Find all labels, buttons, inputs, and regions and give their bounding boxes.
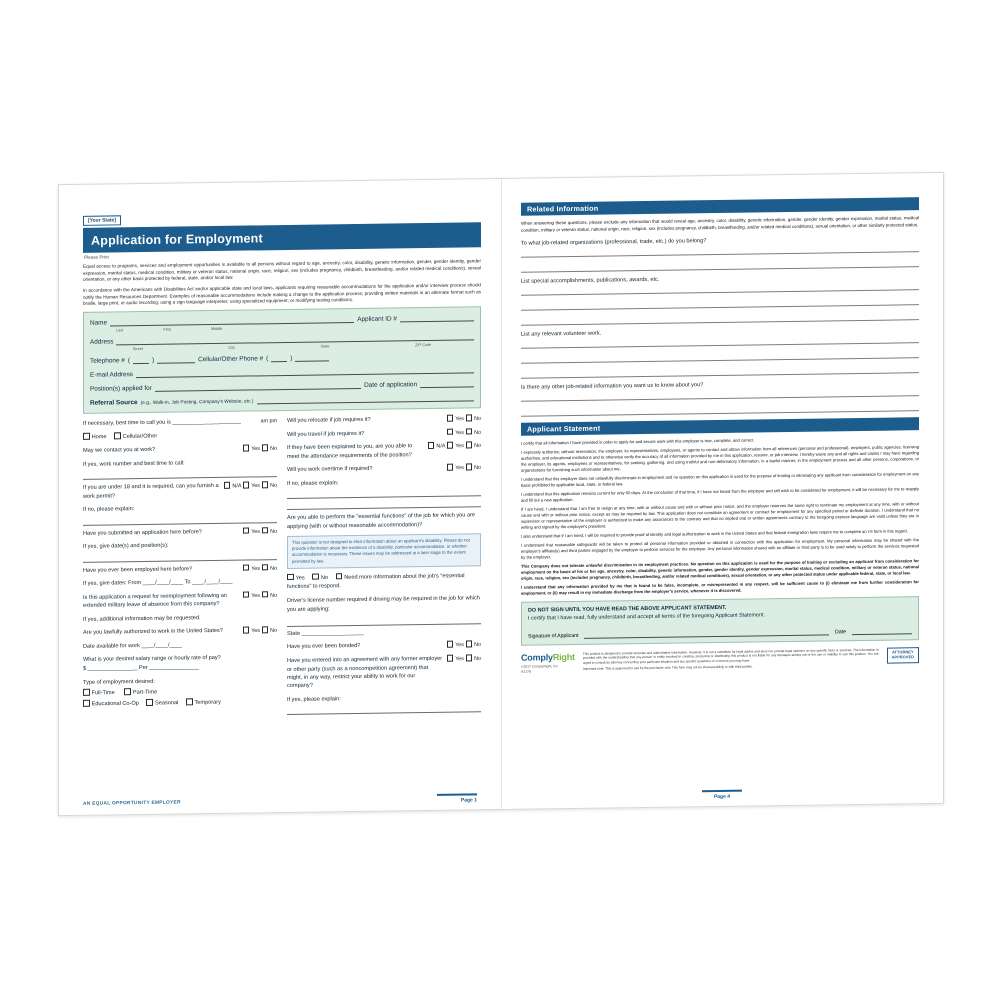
attendance-label: If they have been explained to you, are you able to meet the attendance requirements of the position? xyxy=(287,443,413,460)
page-1-footer xyxy=(59,793,501,809)
statement-paragraph-8: This Company does not tolerate unlawful discrimination in its employment practices. No question on this application is used for the purpose of limiting or excluding an applicant from consideration for employment on the basis of his or her age, ancestry, color, disability, genetic information, gender, gender identity, gender expression, marital status, medical condition, military or veteran status, national origin, race, religion, sex (includes pregnancy, childbirth, breastfeeding, and/or related medical conditions), sexual orientation, or any other protected status under applicable federal, state, or local law. xyxy=(521,558,919,581)
attorney-badge-line1: ATTORNEY xyxy=(891,649,914,655)
telephone-area-input[interactable] xyxy=(133,355,149,364)
noncompete-label: Have you entered into an agreement with any former employer or other party (such as a noncompetition agreement) that might, in any way, restrict your ability to work for our company? xyxy=(287,655,443,690)
drivers-license-input[interactable] xyxy=(287,616,481,627)
noncompete-no-checkbox[interactable] xyxy=(466,655,473,662)
prior-application-details-input[interactable] xyxy=(83,552,277,563)
phone-row: Telephone # ( ) Cellular/Other Phone # ( ) xyxy=(90,350,474,364)
military-additional-info xyxy=(83,613,277,624)
address-hint-city: City xyxy=(228,344,236,350)
application-date-input[interactable] xyxy=(420,378,474,388)
essential-more-info-checkbox[interactable] xyxy=(336,573,343,580)
work-number-input[interactable] xyxy=(83,470,277,481)
address-hint-street: Street xyxy=(132,345,144,352)
logo-text-right: Right xyxy=(552,651,575,663)
organizations-question: To what job-related organizations (professional, trade, etc.) do you belong? xyxy=(521,238,707,247)
contact-work-yes-checkbox[interactable] xyxy=(243,445,250,452)
noncompete-yes-checkbox[interactable] xyxy=(447,655,454,662)
signature-date-label: Date xyxy=(835,629,846,636)
sign-warning: DO NOT SIGN UNTIL YOU HAVE READ THE ABOVE APPLICANT STATEMENT. xyxy=(528,604,727,614)
overtime-explain-line-2[interactable] xyxy=(287,499,481,510)
work-permit-explain-input[interactable] xyxy=(83,515,277,526)
drivers-license-question xyxy=(287,595,481,614)
military-reemployment-label: Is this application a request for reemployment following an extended military leave of absence from this company? xyxy=(83,592,227,609)
essential-yes-checkbox[interactable] xyxy=(287,574,294,581)
statement-paragraph-3: I understand that this employer does not unlawfully discriminate in employment and no question on this application is used for the purpose of limiting or eliminating any applicant from consideration for employment on any basis prohibited by applicable local, state, or federal law. xyxy=(521,471,919,488)
prior-application-label: Have you submitted an application here before? xyxy=(83,528,202,537)
name-hint-last: Last xyxy=(116,327,124,333)
prior-app-yes-checkbox[interactable] xyxy=(243,527,250,534)
overtime-question: Will you work overtime if required? Yes No xyxy=(287,464,481,474)
auth-no-checkbox[interactable] xyxy=(262,626,269,633)
telephone-input[interactable] xyxy=(157,354,195,364)
military-no-checkbox[interactable] xyxy=(262,591,269,598)
permit-yes-checkbox[interactable] xyxy=(243,482,250,489)
contact-at-work-question: May we contact you at work? Yes No xyxy=(83,446,277,455)
prior-application-question: Have you submitted an application here before? Yes No xyxy=(83,528,277,537)
signature-date-input[interactable] xyxy=(852,625,912,635)
page-title: Application for Employment xyxy=(91,231,263,248)
form-title-block xyxy=(83,222,481,253)
drivers-license-state[interactable] xyxy=(287,627,481,638)
organizations-question-group xyxy=(521,235,919,273)
bonded-label: Have you ever been bonded? xyxy=(287,643,361,651)
other-info-question-group xyxy=(521,379,919,417)
work-permit-explain-label: If no, please explain: xyxy=(83,506,135,514)
overtime-explain-label: If no, please explain: xyxy=(287,480,339,487)
statement-paragraph-6: I also understand that if I am hired, I will be required to provide proof of identity and legal authorization to work in the United States and that federal immigration laws require me to complete an I-9 form in this regard. xyxy=(521,528,908,539)
work-authorization-label: Are you lawfully authorized to work in the United States? xyxy=(83,627,223,636)
eeo-statement: AN EQUAL OPPORTUNITY EMPLOYER xyxy=(83,799,181,807)
date-available-question[interactable] xyxy=(83,640,277,651)
part-time-checkbox[interactable] xyxy=(124,688,131,695)
employment-application-booklet xyxy=(58,172,944,816)
applicant-statement-header: Applicant Statement xyxy=(521,417,919,436)
attendance-yes-checkbox[interactable] xyxy=(447,442,454,449)
prior-emp-no-checkbox[interactable] xyxy=(262,564,269,571)
travel-label: Will you travel if job requires it? xyxy=(287,430,365,438)
volunteer-question-group xyxy=(521,326,919,379)
overtime-explain-line-1[interactable] xyxy=(287,488,481,499)
employment-type-label: Type of employment desired: xyxy=(83,678,155,686)
signature-row xyxy=(528,625,912,639)
legal-paragraph-1: Equal access to programs, services and employment opportunities is available to all persons without regard to age, ancestry, color, disability, genetic information, gender, gender identity, gender expression, marital status, medical condition, military or veteran status, national origin, race, religion, sex (includes pregnancy, childbirth, breastfeeding, and/or related medical conditions), sexual orientation, or any other basis protected by federal, state, and/or local law. xyxy=(83,258,481,283)
signature-label: Signature of Applicant xyxy=(528,632,579,640)
address-hint-state: State xyxy=(320,343,330,349)
applicant-statement-body xyxy=(521,435,919,596)
footer-brand-row xyxy=(521,647,919,674)
page-1 xyxy=(59,179,501,815)
prior-employment-question: Have you ever been employed here before? Yes No xyxy=(83,565,277,574)
temporary-checkbox[interactable] xyxy=(186,698,193,705)
co-op-checkbox[interactable] xyxy=(83,700,90,707)
volunteer-question: List any relevant volunteer work. xyxy=(521,330,602,338)
statement-paragraph-2: I expressly authorize, without reservation, the employer, its representatives, employees, or agents to contact and obtain information from all references (personal and professional), employers, public agencies, licensing authorities, and educational institutions and to otherwise verify the accuracy of all information provided by me in this application, resume, or job interview. I hereby waive any and all rights and claims I may have regarding the employer, its agents, employees or representatives, for seeking, gathering, and using truthful and non-defamatory information, in a lawful manner, in the employment process and all other persons, corporations, or organizations for furnishing such information about me. xyxy=(521,444,919,473)
legal-disclaimer-block xyxy=(583,648,879,672)
bonded-no-checkbox[interactable] xyxy=(466,641,473,648)
overtime-label: Will you work overtime if required? xyxy=(287,465,373,474)
accomplishments-question-group xyxy=(521,273,919,326)
prior-employment-label: Have you ever been employed here before? xyxy=(83,565,193,574)
home-checkbox[interactable] xyxy=(83,433,90,440)
attendance-no-checkbox[interactable] xyxy=(466,442,473,449)
work-number-label: If yes, work number and best time to call: xyxy=(83,460,185,468)
essential-no-checkbox[interactable] xyxy=(312,573,319,580)
telephone-label: Telephone # xyxy=(90,357,125,365)
referral-row xyxy=(90,392,474,406)
question-column-right xyxy=(287,414,481,718)
bonded-yes-checkbox[interactable] xyxy=(447,641,454,648)
statement-paragraph-4: I understand that this application remains current for only 60 days. At the conclusion of that time, if I have not heard from the employer and still wish to be considered for employment, it will be necessary for me to reapply and fill out a new application. xyxy=(521,486,919,503)
copyright-line: ©2017 ComplyRight, Inc. xyxy=(521,664,559,669)
state-tab: [Your State] xyxy=(83,215,121,226)
travel-no-checkbox[interactable] xyxy=(466,428,473,435)
signature-block xyxy=(521,596,919,646)
work-number-subquestion xyxy=(83,458,277,480)
attendance-question: If they have been explained to you, are you able to meet the attendance requirements of the position? N/A Yes No xyxy=(287,443,481,460)
please-print-label: Please Print xyxy=(84,254,109,260)
prior-emp-yes-checkbox[interactable] xyxy=(243,564,250,571)
travel-question: Will you travel if job requires it? Yes No xyxy=(287,429,481,438)
cellular-input[interactable] xyxy=(295,352,329,361)
drivers-license-label: Driver's license number required if driving may be required in the job for which you are applying: xyxy=(287,595,480,613)
logo-text-comply: Comply xyxy=(521,652,553,663)
noncompete-explain xyxy=(287,693,481,715)
prior-application-details-label: If yes, give date(s) and position(s): xyxy=(83,542,169,551)
applicant-id-label: Applicant ID # xyxy=(357,315,397,323)
military-yes-checkbox[interactable] xyxy=(243,591,250,598)
sign-certify: I certify that I have read, fully understand and accept all terms of the foregoing Applicant Statement. xyxy=(528,612,766,622)
legal-disclaimer: This product is designed to provide accurate and authoritative information. However, it is not a substitute for legal advice and does not provide legal opinions on any specific facts or services. The information is provided with the understanding that any person or entity involved in creating, producing or distributing this product is not liable for any damages arising out of the use or inability to use this product. You are urged to consult an attorney concerning your particular situation and any specific questions or concerns you may have. xyxy=(582,647,879,665)
organizations-answer-lines[interactable] xyxy=(521,243,919,273)
statement-paragraph-5: If I am hired, I understand that I am free to resign at any time, with or without cause and with or without prior notice, and the employer reserves the same right to terminate my employment at any time, with or without cause and with or without prior notice, except as may be required by law. This application does not constitute an agreement or contract for employment for any specified period or definite duration. I understand that no supervisor or representative of the employer is authorized to make any assurances to the contrary and that no implied oral or written agreements contrary to the foregoing express language are valid unless they are in writing and signed by the employer's president. xyxy=(521,501,919,530)
cellular-label: Cellular/Other Phone # xyxy=(198,355,264,364)
best-time-label: If necessary, best time to call you is ______________________ xyxy=(83,418,241,427)
accomplishments-answer-lines[interactable] xyxy=(521,281,919,326)
statement-paragraph-9: I understand that any information provided by me that is found to be false, incomplete, or misrepresented in any respect, will be sufficient cause to (i) eliminate me from further consideration for employment, or (ii) may result in my immediate discharge from the employer's service, whenever it is discovered. xyxy=(521,579,919,596)
prior-application-details xyxy=(83,540,277,562)
question-columns xyxy=(83,414,481,721)
name-label: Name xyxy=(90,319,108,327)
referral-hint: (e.g., Walk-in, Job Posting, Company's Website, etc.) xyxy=(140,399,254,406)
permit-no-checkbox[interactable] xyxy=(262,482,269,489)
name-hint-middle: Middle xyxy=(210,325,223,331)
product-code: A2178 xyxy=(521,669,531,674)
position-row xyxy=(90,378,474,392)
permit-na-checkbox[interactable] xyxy=(224,482,231,489)
email-label: E-mail Address xyxy=(90,371,133,379)
salary-label: What is your desired salary range or hourly rate of pay? xyxy=(83,654,221,663)
important-note: Important note: This is approved for use by the purchaser only. This form may not be shared publicly or with third parties. xyxy=(582,664,753,672)
applicant-id-input[interactable] xyxy=(400,312,474,322)
employment-type-header xyxy=(83,676,277,687)
travel-yes-checkbox[interactable] xyxy=(447,428,454,435)
overtime-no-checkbox[interactable] xyxy=(466,464,473,471)
drivers-license-state-label: State ____________________ xyxy=(287,629,364,638)
referral-label: Referral Source xyxy=(90,399,138,407)
cellular-checkbox[interactable] xyxy=(114,433,121,440)
page-4-footer xyxy=(501,787,943,803)
other-info-question: Is there any other job-related information you want us to know about you? xyxy=(521,382,704,391)
overtime-yes-checkbox[interactable] xyxy=(447,464,454,471)
seasonal-checkbox[interactable] xyxy=(146,699,153,706)
overtime-explain xyxy=(287,477,481,510)
essential-functions-label: Are you able to perform the "essential functions" of the job for which you are applying (with or without reasonable accommodation)? xyxy=(287,512,476,530)
related-information-intro: When answering these questions, please exclude any information that would reveal age, ancestry, color, disability, genetic information, gender, gender identity, gender expression, marital status, medical condition, military or veteran status, national origin, race, religion, sex (includes pregnancy, childbirth, breastfeeding, and/or related medical conditions), sexual orientation, or other similarly protected status. xyxy=(521,215,919,233)
position-label: Position(s) applied for xyxy=(90,384,152,393)
relocate-yes-checkbox[interactable] xyxy=(447,415,454,422)
work-permit-label: If you are under 18 and it is required, can you furnish a work permit? xyxy=(83,483,219,500)
related-information-header: Related Information xyxy=(521,197,919,216)
salary-amount-row[interactable] xyxy=(83,663,277,674)
email-input[interactable] xyxy=(136,364,474,378)
work-authorization-question: Are you lawfully authorized to work in the United States? Yes No xyxy=(83,627,277,636)
auth-yes-checkbox[interactable] xyxy=(243,626,250,633)
noncompete-question: Have you entered into an agreement with any former employer or other party (such as a noncompetition agreement) that might, in any way, restrict your ability to work for our company? Yes No xyxy=(287,655,481,690)
volunteer-answer-lines[interactable] xyxy=(521,334,919,379)
referral-input[interactable] xyxy=(257,392,475,404)
contact-work-no-checkbox[interactable] xyxy=(262,445,269,452)
employment-type-row-1: Full-Time Part-Time xyxy=(83,686,277,698)
page-4-number: Page 4 xyxy=(702,790,742,801)
statement-paragraph-7: I understand that reasonable safeguards will be taken to protect all personal information provided or obtained in connection with this application for employment. My personal information may be shared with the employer's affiliate(s) and third parties engaged by the employer to perform services for the employer. Any personal information shared with an affiliate or third party is to be used solely to perform the services requested by the employer. xyxy=(521,537,919,560)
address-label: Address xyxy=(90,338,114,346)
question-column-left xyxy=(83,417,277,721)
attorney-approved-badge xyxy=(887,647,919,663)
employment-type-row-2: Educational Co-Op Seasonal Temporary xyxy=(83,697,277,709)
full-time-checkbox[interactable] xyxy=(83,689,90,696)
best-time-ampm[interactable]: am pm xyxy=(260,418,277,425)
prior-employment-dates-label: If yes, give dates: From ____/____/____ To ____/____/____ xyxy=(83,579,233,588)
contact-preference-row: Home Cellular/Other xyxy=(83,430,277,442)
date-available-label: Date available for work ____/____/____ xyxy=(83,642,182,650)
ada-note: This question is not designed to elicit information about an applicant's disability. Please do not provide information about the existence of a disability, particular accommodation, or whether accommodation is necessary. These issues may be addressed at a later stage to the extent permitted by law. xyxy=(287,533,481,569)
noncompete-explain-line[interactable] xyxy=(287,704,481,715)
military-reemployment-question: Is this application a request for reemployment following an extended military leave of absence from this company? Yes No xyxy=(83,592,277,609)
page-1-number: Page 1 xyxy=(437,793,477,804)
relocate-no-checkbox[interactable] xyxy=(466,414,473,421)
work-permit-question: If you are under 18 and it is required, can you furnish a work permit? N/A Yes No xyxy=(83,483,277,500)
signature-input[interactable] xyxy=(584,626,829,638)
work-permit-explain xyxy=(83,503,277,525)
name-hint-first: First xyxy=(163,326,171,332)
prior-employment-dates[interactable] xyxy=(83,578,277,589)
relocate-label: Will you relocate if job requires it? xyxy=(287,416,371,424)
relocate-question: Will you relocate if job requires it? Yes No xyxy=(287,415,481,424)
attorney-badge-line2: APPROVED xyxy=(891,654,914,660)
cellular-area-input[interactable] xyxy=(271,353,287,362)
address-hint-zip: ZIP Code xyxy=(414,341,432,348)
noncompete-explain-label: If yes, please explain: xyxy=(287,695,341,703)
email-row xyxy=(90,364,474,378)
applicant-info-block xyxy=(83,306,481,414)
essential-functions-question xyxy=(287,511,481,530)
position-input[interactable] xyxy=(155,380,361,392)
statement-paragraph-1: I certify that all information I have provided in order to apply for and secure work with this employer is true, complete, and correct. xyxy=(521,437,755,446)
page-4 xyxy=(501,173,943,809)
essential-functions-options: Yes No Need more information about the job's "essential functions" to respond. xyxy=(287,572,465,590)
prior-app-no-checkbox[interactable] xyxy=(262,527,269,534)
attendance-na-checkbox[interactable] xyxy=(428,442,435,449)
complyright-logo xyxy=(521,652,575,674)
bonded-question: Have you ever been bonded? Yes No xyxy=(287,642,481,651)
legal-paragraph-2: In accordance with the Americans with Disabilities Act and/or applicable state and local laws, applicants requiring reasonable accommodations for the application and/or interview process should notify the Human Resources Department. Examples of reasonable accommodations include making a change to the application process; providing written materials in an alternate format such as braille, large print, or audio recording; using a sign language interpreter; using specialized equipment; or modifying testing conditions. xyxy=(83,282,481,307)
salary-amount-label: $ ________________ Per ________________ xyxy=(83,664,200,673)
contact-at-work-label: May we contact you at work? xyxy=(83,447,156,455)
accomplishments-question: List special accomplishments, publications, awards, etc. xyxy=(521,277,660,285)
best-time-question xyxy=(83,417,277,428)
application-date-label: Date of application xyxy=(364,381,417,389)
other-info-answer-lines[interactable] xyxy=(521,387,919,417)
military-additional-info-label: If yes, additional information may be requested. xyxy=(83,614,201,623)
